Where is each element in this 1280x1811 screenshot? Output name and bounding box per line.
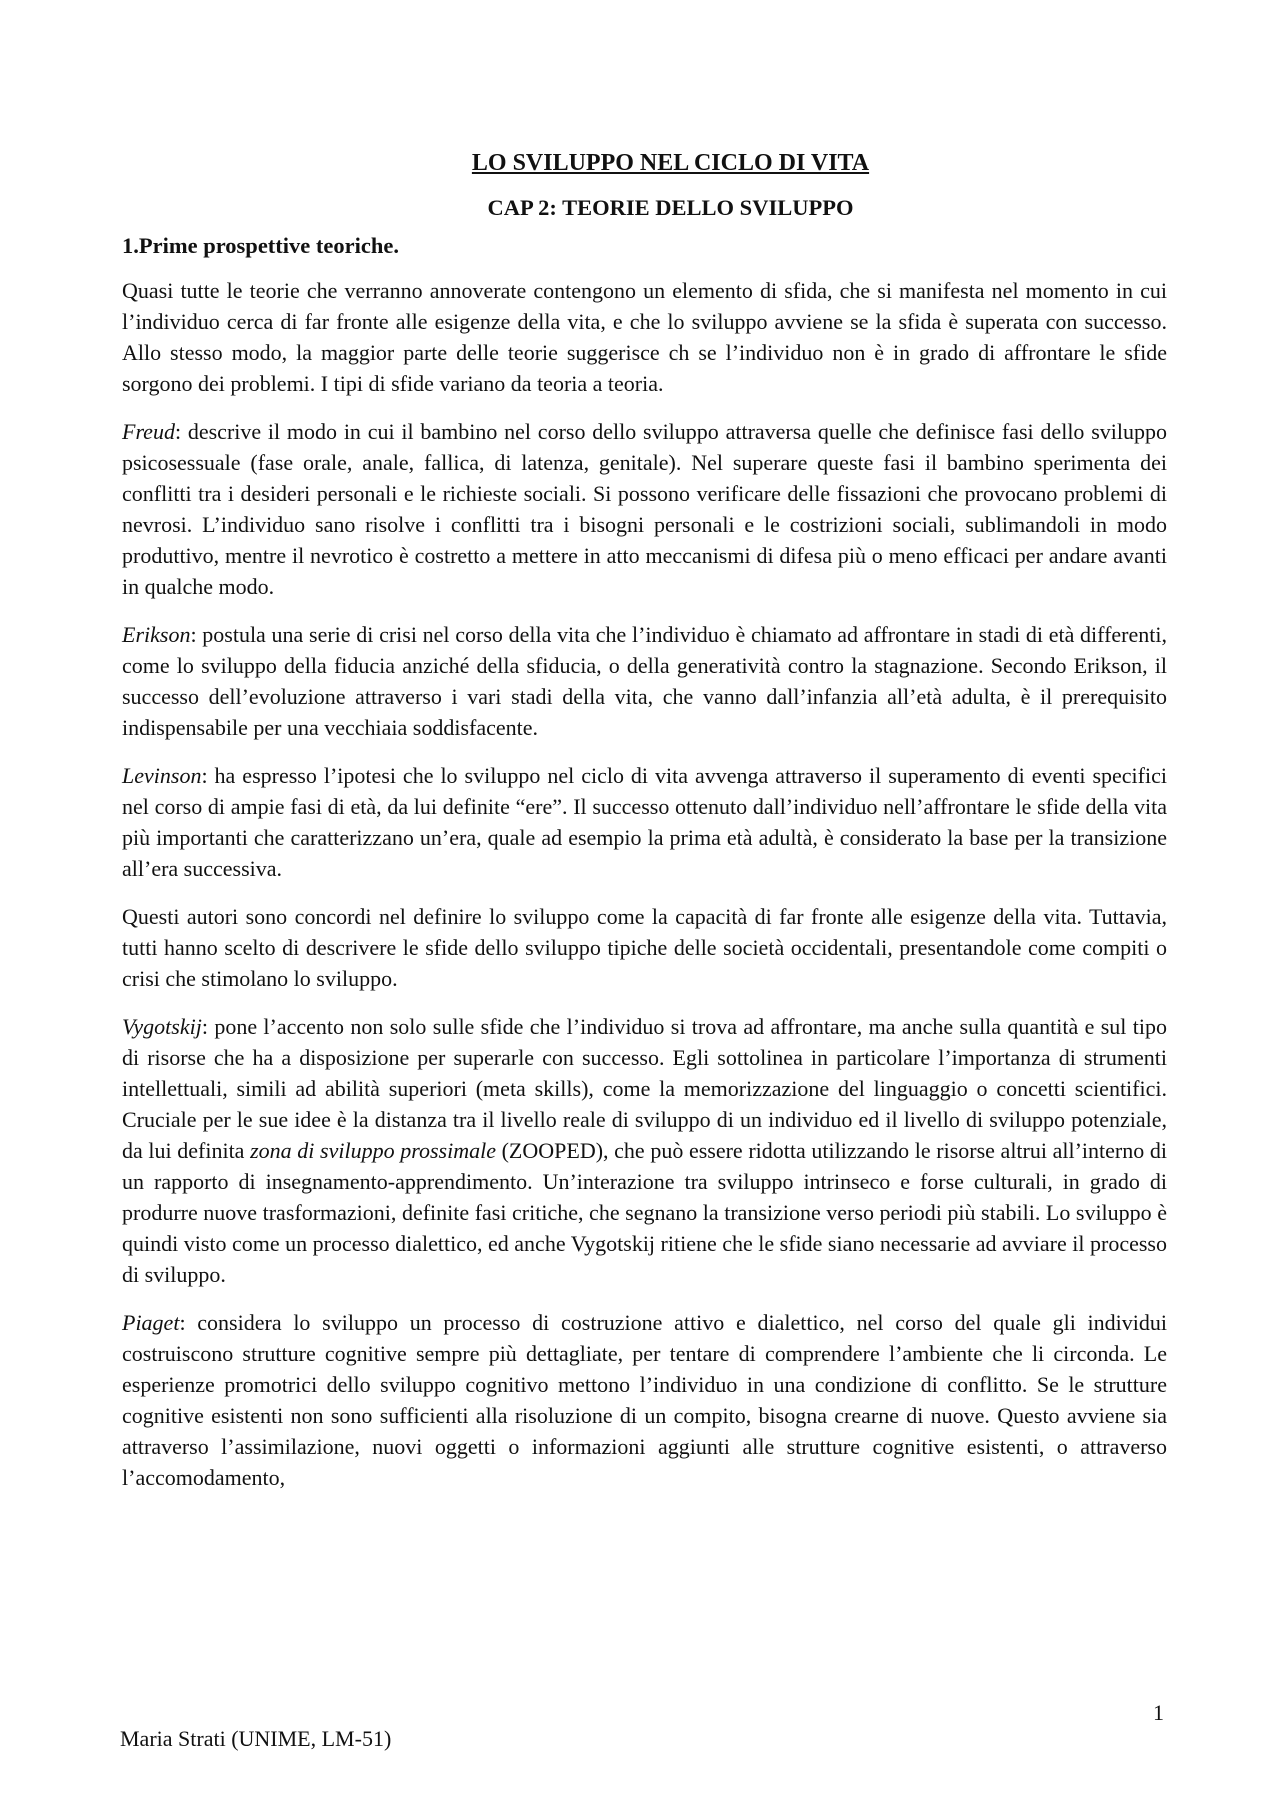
- author-name: Levinson: [122, 763, 202, 788]
- page-content: [122, 150, 1167, 1510]
- paragraph-text: : pone l’accento non solo sulle sfide che l’individuo si trova ad affrontare, ma anche sulla quantità e sul tipo di risorse che ha a disposizione per superarle con successo. Egli sottolinea in particolare l’importanza di strumenti intellettuali, simili ad abilità superiori (meta skills), come la memorizzazione del linguaggio o concetti scientifici. Cruciale per le sue idee è la distanza tra il livello reale di sviluppo di un individuo ed il livello di sviluppo potenziale, da lui definita: [122, 1014, 1167, 1163]
- paragraph-levinson: [122, 760, 1167, 884]
- author-name: Vygotskij: [122, 1014, 202, 1039]
- paragraph-text: : postula una serie di crisi nel corso della vita che l’individuo è chiamato ad affrontare in stadi di età differenti, come lo sviluppo della fiducia anziché della sfiducia, o della generatività contro la stagnazione. Secondo Erikson, il successo dell’evoluzione attraverso i vari stadi della vita, che vanno dall’infanzia all’età adulta, è il prerequisito indispensabile per una vecchiaia soddisfacente.: [122, 622, 1167, 740]
- paragraph-text-continued: (ZOOPED), che può essere ridotta utilizzando le risorse altrui all’interno di un rapporto di insegnamento-apprendimento. Un’interazione tra sviluppo intrinseco e forse culturali, in grado di produrre nuove trasformazioni, definite fasi critiche, che segnano la transizione verso periodi più stabili. Lo sviluppo è quindi visto come un processo dialettico, ed anche Vygotskij ritiene che le sfide siano necessarie ad avviare il processo di sviluppo.: [122, 1138, 1167, 1287]
- paragraph-text: : considera lo sviluppo un processo di costruzione attivo e dialettico, nel corso del quale gli individui costruiscono strutture cognitive sempre più dettagliate, per tentare di comprendere l’ambiente che li circonda. Le esperienze promotrici dello sviluppo cognitivo mettono l’individuo in una condizione di conflitto. Se le strutture cognitive esistenti non sono sufficienti alla risoluzione di un compito, bisogna crearne di nuove. Questo avviene sia attraverso l’assimilazione, nuovi oggetti o informazioni aggiunti alle strutture cognitive esistenti, o attraverso l’accomodamento,: [122, 1310, 1167, 1490]
- paragraph-text: : ha espresso l’ipotesi che lo sviluppo nel ciclo di vita avvenga attraverso il superamento di eventi specifici nel corso di ampie fasi di età, da lui definite “ere”. Il successo ottenuto dall’individuo nell’affrontare le sfide della vita più importanti che caratterizzano un’era, quale ad esempio la prima età adultà, è considerato la base per la transizione all’era successiva.: [122, 763, 1167, 881]
- section-heading: 1.Prime prospettive teoriche.: [122, 233, 399, 258]
- chapter-heading: CAP 2: TEORIE DELLO SVILUPPO: [487, 195, 854, 220]
- paragraph-text: : descrive il modo in cui il bambino nel corso dello sviluppo attraversa quelle che definisce fasi dello sviluppo psicosessuale (fase orale, anale, fallica, di latenza, genitale). Nel superare queste fasi il bambino sperimenta dei conflitti tra i desideri personali e le richieste sociali. Si possono verificare delle fissazioni che provocano problemi di nevrosi. L’individuo sano risolve i conflitti tra i bisogni personali e le costrizioni sociali, sublimandoli in modo produttivo, mentre il nevrotico è costretto a mettere in atto meccanismi di difesa più o meno efficaci per andare avanti in qualche modo.: [122, 419, 1167, 599]
- document-title: LO SVILUPPO NEL CICLO DI VITA: [471, 150, 870, 176]
- paragraph-intro: [122, 275, 1167, 399]
- paragraph-vygotskij: [122, 1011, 1167, 1290]
- term-italic: zona di sviluppo prossimale: [250, 1138, 496, 1163]
- author-name: Piaget: [122, 1310, 180, 1335]
- author-name: Erikson: [122, 622, 191, 647]
- page-footer: Maria Strati (UNIME, LM-51): [120, 1726, 392, 1751]
- page-number: 1: [1153, 1700, 1164, 1725]
- paragraph-summary: [122, 901, 1167, 994]
- author-name: Freud: [122, 419, 175, 444]
- paragraph-piaget: [122, 1307, 1167, 1493]
- paragraph-freud: [122, 416, 1167, 602]
- paragraph-text: Quasi tutte le teorie che verranno annoverate contengono un elemento di sfida, che si manifesta nel momento in cui l’individuo cerca di far fronte alle esigenze della vita, e che lo sviluppo avviene se la sfida è superata con successo. Allo stesso modo, la maggior parte delle teorie suggerisce ch se l’individuo non è in grado di affrontare le sfide sorgono dei problemi. I tipi di sfide variano da teoria a teoria.: [122, 278, 1167, 396]
- paragraph-text: Questi autori sono concordi nel definire lo sviluppo come la capacità di far fronte alle esigenze della vita. Tuttavia, tutti hanno scelto di descrivere le sfide dello sviluppo tipiche delle società occidentali, presentandole come compiti o crisi che stimolano lo sviluppo.: [122, 904, 1167, 991]
- paragraph-erikson: [122, 619, 1167, 743]
